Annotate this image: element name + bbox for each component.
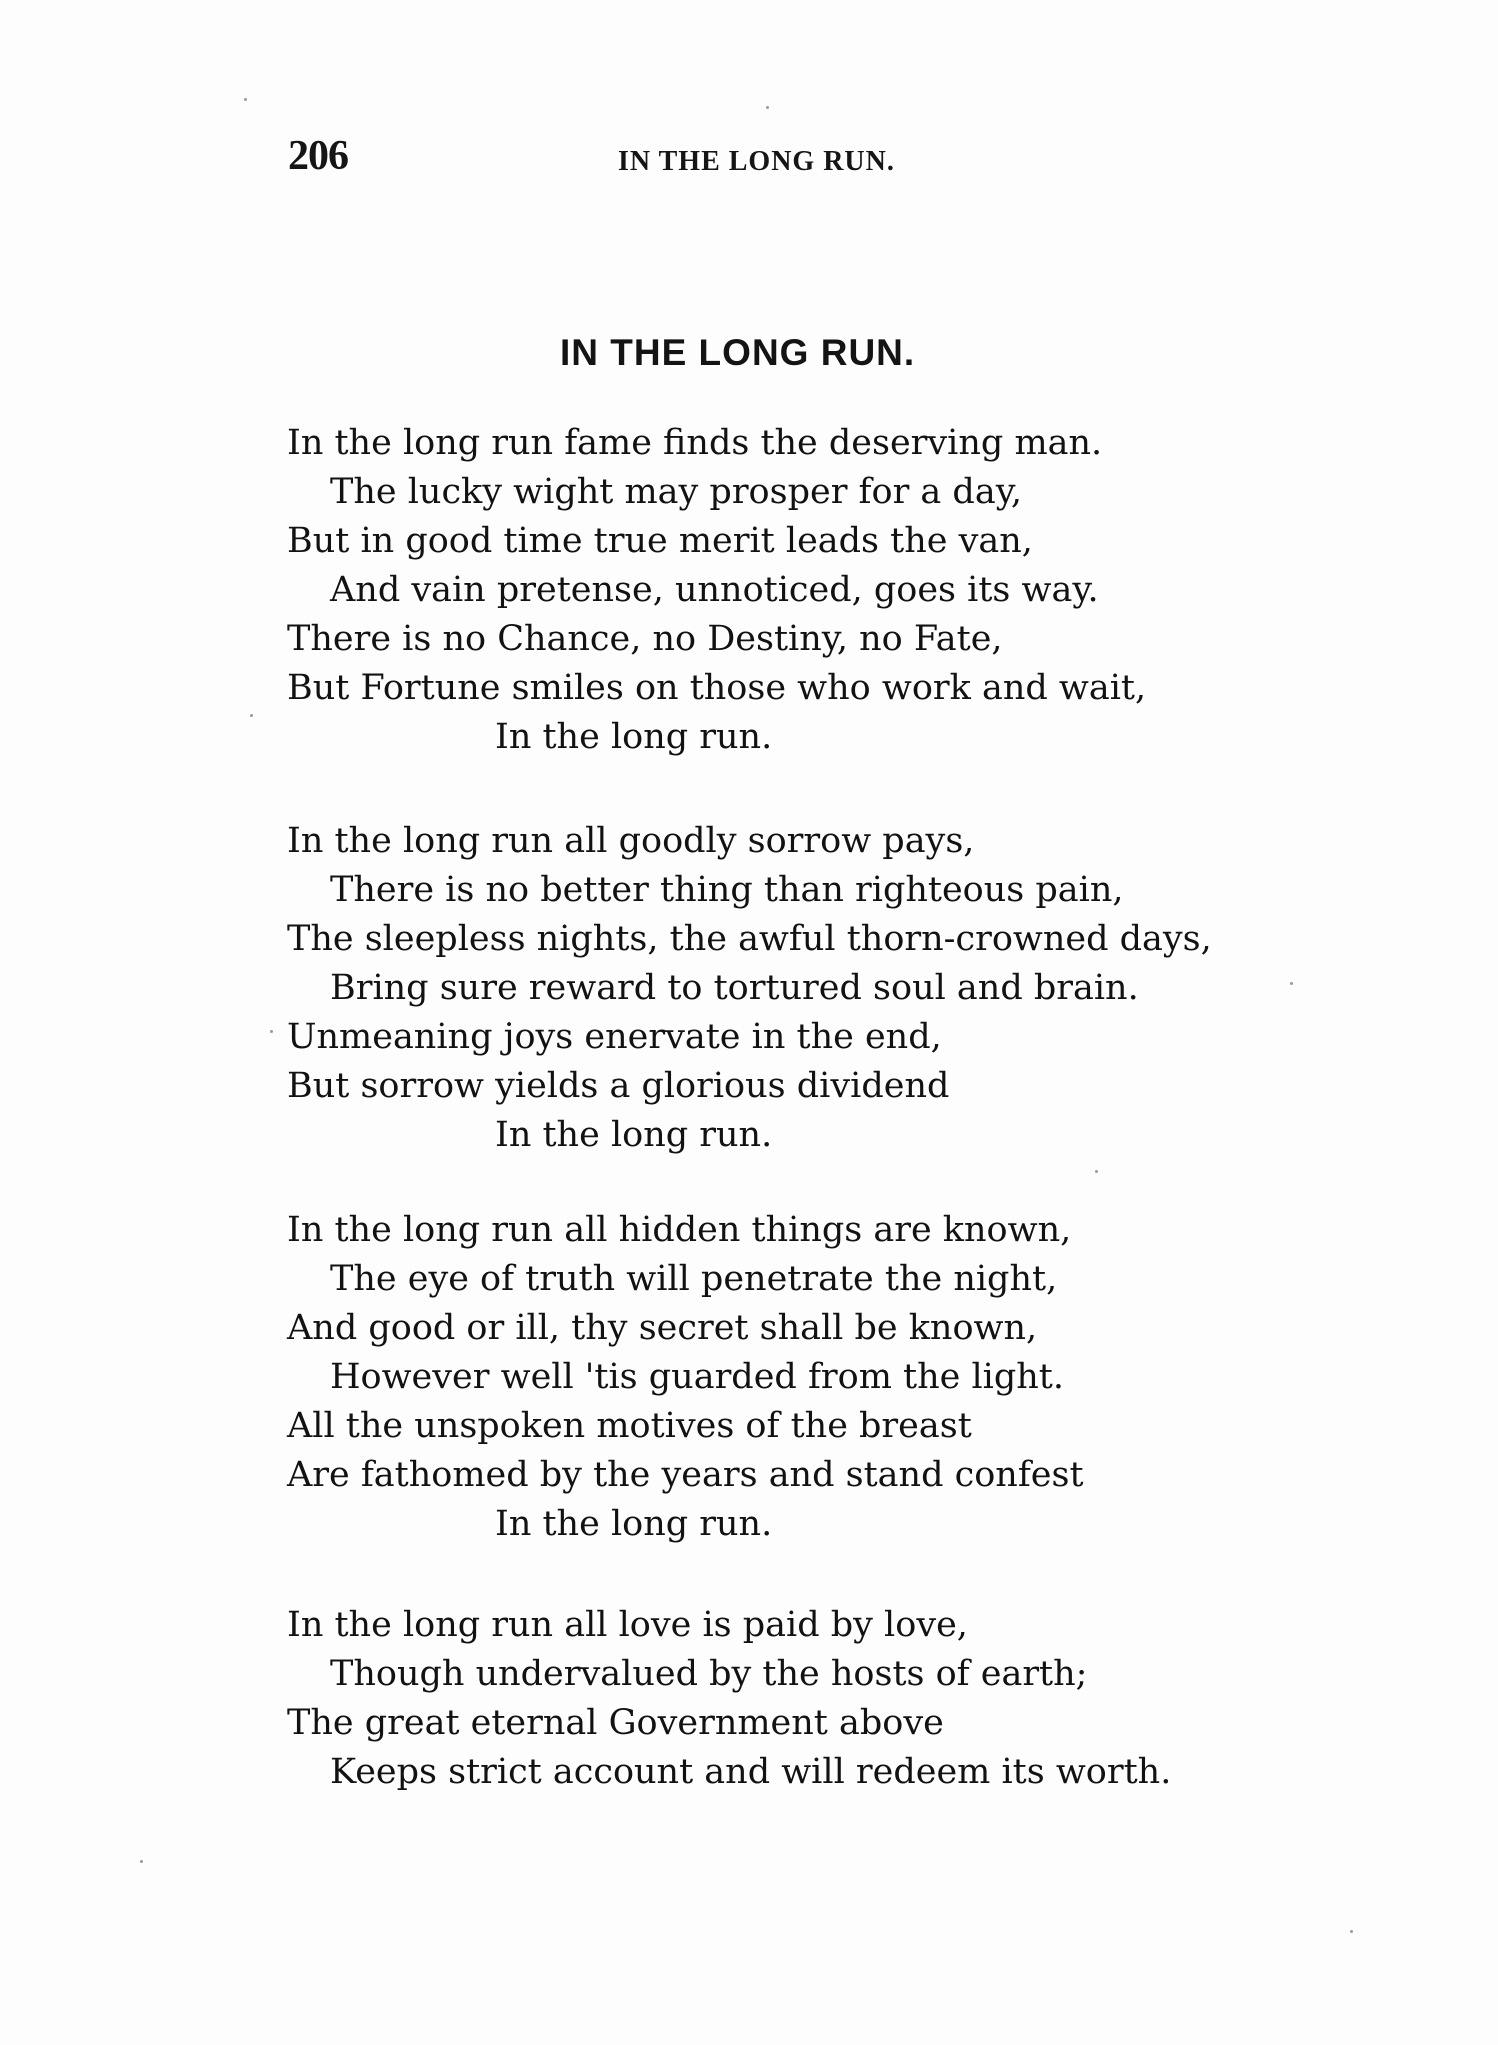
paper-speck (1350, 1930, 1353, 1933)
poem-line: Though undervalued by the hosts of earth; (330, 1654, 1088, 1694)
page-number: 206 (288, 133, 348, 179)
paper-speck (1095, 1170, 1098, 1173)
paper-speck (1290, 982, 1293, 985)
poem-line: All the unspoken motives of the breast (287, 1406, 972, 1446)
poem-line: But sorrow yields a glorious dividend (287, 1066, 950, 1106)
poem-line: There is no better thing than righteous pain, (330, 870, 1124, 910)
poem-line: In the long run all hidden things are known, (287, 1210, 1072, 1250)
poem-line: The great eternal Government above (287, 1703, 944, 1743)
poem-refrain: In the long run. (495, 1115, 773, 1155)
paper-speck (244, 98, 247, 101)
poem-line: In the long run all goodly sorrow pays, (287, 821, 975, 861)
paper-speck (140, 1860, 143, 1863)
poem-line: Keeps strict account and will redeem its worth. (330, 1752, 1172, 1792)
poem-line: However well 'tis guarded from the light. (330, 1357, 1064, 1397)
poem-line: In the long run fame finds the deserving man. (287, 423, 1103, 463)
poem-line: In the long run all love is paid by love, (287, 1605, 968, 1645)
poem-line: And good or ill, thy secret shall be known, (287, 1308, 1038, 1348)
paper-speck (766, 106, 769, 109)
poem-title: IN THE LONG RUN. (560, 332, 916, 373)
poem-line: Bring sure reward to tortured soul and brain. (330, 968, 1139, 1008)
paper-speck (250, 714, 253, 717)
poem-line: And vain pretense, unnoticed, goes its way. (330, 570, 1099, 610)
running-title: IN THE LONG RUN. (618, 146, 895, 177)
poem-line: There is no Chance, no Destiny, no Fate, (287, 619, 1003, 659)
poem-line: But in good time true merit leads the van, (287, 521, 1033, 561)
poem-refrain: In the long run. (495, 1504, 773, 1544)
poem-line: But Fortune smiles on those who work and wait, (287, 668, 1147, 708)
poem-refrain: In the long run. (495, 717, 773, 757)
poem-line: The lucky wight may prosper for a day, (330, 472, 1022, 512)
poem-line: Unmeaning joys enervate in the end, (287, 1017, 942, 1057)
poem-line: The eye of truth will penetrate the night, (330, 1259, 1058, 1299)
running-header (288, 132, 1008, 182)
poem-line: Are fathomed by the years and stand confest (287, 1455, 1084, 1495)
poem-line: The sleepless nights, the awful thorn-crowned days, (287, 919, 1212, 959)
paper-speck (270, 1030, 273, 1033)
